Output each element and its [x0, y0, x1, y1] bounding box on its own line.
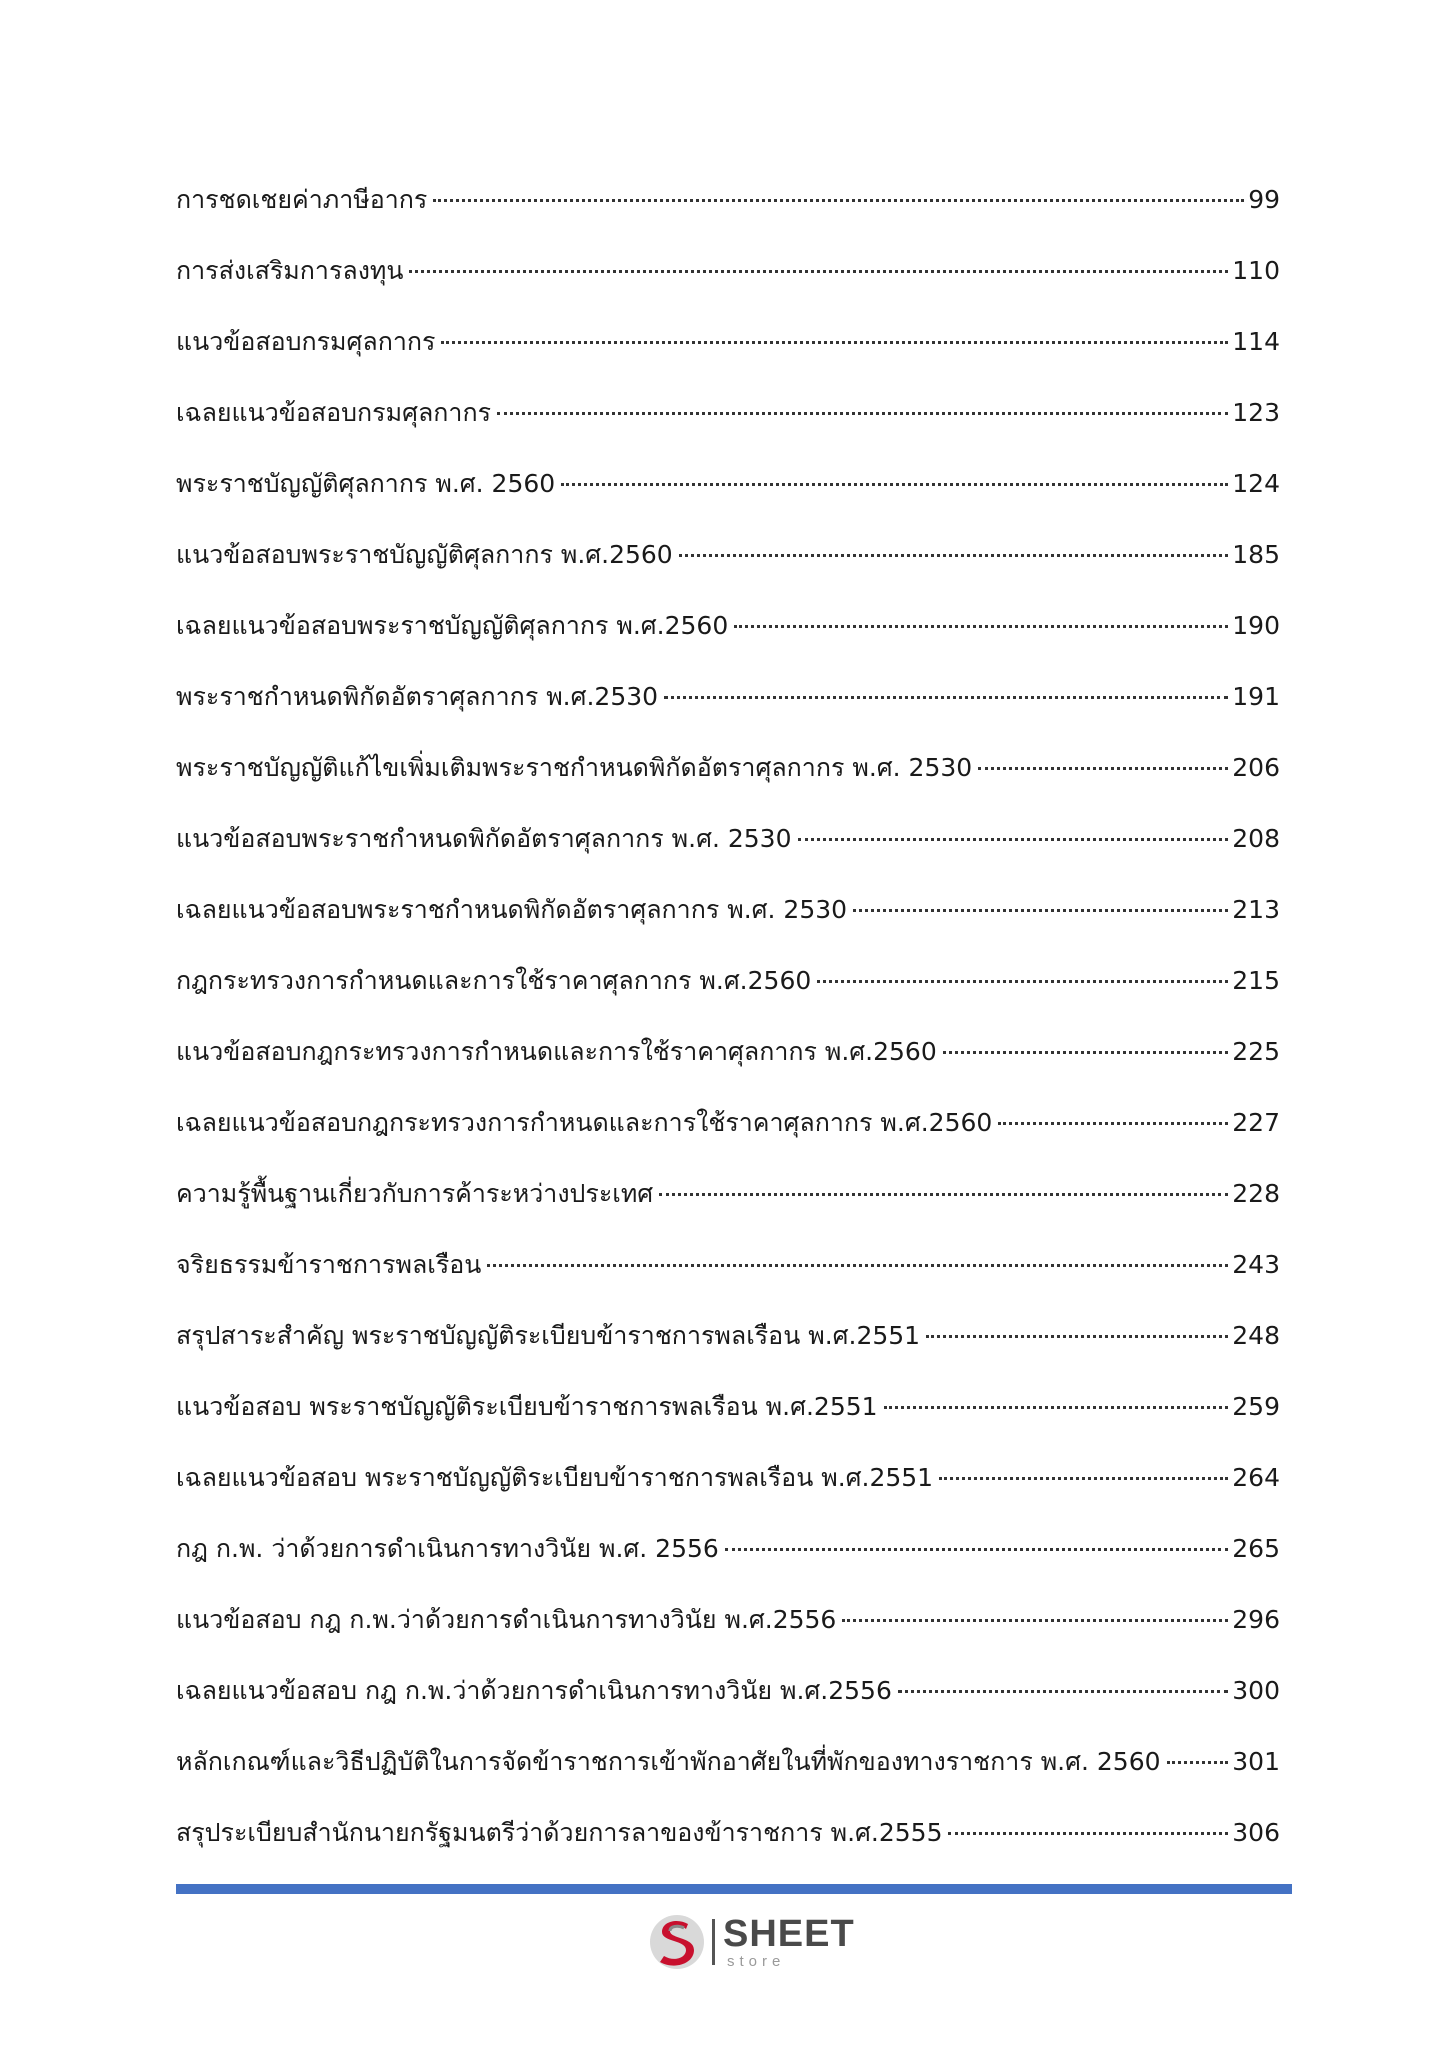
toc-entry: [176, 320, 1280, 391]
toc-entry: [176, 1385, 1280, 1456]
sheet-store-s-icon: [648, 1912, 706, 1972]
toc-dot-leader: [817, 979, 1228, 983]
toc-entry-page: 110: [1232, 256, 1280, 285]
toc-entry-page: 215: [1232, 966, 1280, 995]
toc-entry-title: แนวข้อสอบพระราชกำหนดพิกัดอัตราศุลกากร พ.ศ. 2530: [176, 824, 792, 853]
toc-dot-leader: [884, 1405, 1229, 1409]
toc-entry-page: 265: [1232, 1534, 1280, 1563]
toc-entry-page: 185: [1232, 540, 1280, 569]
toc-entry: [176, 888, 1280, 959]
toc-entry-page: 124: [1232, 469, 1280, 498]
footer-rule: [176, 1884, 1292, 1894]
toc-entry-page: 264: [1232, 1463, 1280, 1492]
toc-entry-page: 243: [1232, 1250, 1280, 1279]
toc-entry: [176, 1314, 1280, 1385]
toc-dot-leader: [725, 1547, 1228, 1551]
toc-dot-leader: [664, 695, 1228, 699]
toc-dot-leader: [998, 1121, 1228, 1125]
toc-entry: [176, 604, 1280, 675]
logo-subtitle: store: [727, 1953, 786, 1970]
toc-entry: [176, 1811, 1280, 1882]
toc-entry: [176, 1669, 1280, 1740]
toc-entry-title: แนวข้อสอบ พระราชบัญญัติระเบียบข้าราชการพลเรือน พ.ศ.2551: [176, 1392, 878, 1421]
toc-entry-title: ความรู้พื้นฐานเกี่ยวกับการค้าระหว่างประเทศ: [176, 1179, 654, 1208]
toc-entry: [176, 1456, 1280, 1527]
toc-entry-title: กฎ ก.พ. ว่าด้วยการดำเนินการทางวินัย พ.ศ. 2556: [176, 1534, 719, 1563]
toc-entry: [176, 817, 1280, 888]
toc-dot-leader: [409, 269, 1228, 273]
toc-entry-title: พระราชกำหนดพิกัดอัตราศุลกากร พ.ศ.2530: [176, 682, 659, 711]
toc-entry-title: พระราชบัญญัติศุลกากร พ.ศ. 2560: [176, 469, 556, 498]
toc-entry-page: 206: [1232, 753, 1280, 782]
toc-entry-page: 259: [1232, 1392, 1280, 1421]
toc-dot-leader: [926, 1334, 1228, 1338]
logo-word: SHEET: [723, 1913, 855, 1955]
toc-dot-leader: [1167, 1760, 1229, 1764]
toc-entry: [176, 391, 1280, 462]
toc-entry: [176, 533, 1280, 604]
toc-entry-title: แนวข้อสอบกฎกระทรวงการกำหนดและการใช้ราคาศุลกากร พ.ศ.2560: [176, 1037, 937, 1066]
toc-entry: [176, 1740, 1280, 1811]
toc-entry-page: 306: [1232, 1818, 1280, 1847]
toc-entry-title: แนวข้อสอบ กฎ ก.พ.ว่าด้วยการดำเนินการทางวินัย พ.ศ.2556: [176, 1605, 837, 1634]
toc-entry: [176, 1243, 1280, 1314]
toc-entry-page: 191: [1232, 682, 1280, 711]
toc-entry-title: เฉลยแนวข้อสอบ พระราชบัญญัติระเบียบข้าราชการพลเรือน พ.ศ.2551: [176, 1463, 934, 1492]
toc-entry-title: การชดเชยค่าภาษีอากร: [176, 185, 428, 214]
logo-text: [723, 1915, 855, 1969]
toc-dot-leader: [734, 624, 1228, 628]
toc-dot-leader: [497, 411, 1228, 415]
toc-dot-leader: [853, 908, 1228, 912]
toc-dot-leader: [798, 837, 1229, 841]
toc-entry-title: เฉลยแนวข้อสอบพระราชบัญญัติศุลกากร พ.ศ.2560: [176, 611, 729, 640]
toc-dot-leader: [561, 482, 1228, 486]
toc-entry: [176, 462, 1280, 533]
toc-entry-page: 114: [1232, 327, 1280, 356]
toc-entry-title: แนวข้อสอบพระราชบัญญัติศุลกากร พ.ศ.2560: [176, 540, 673, 569]
toc-entry-title: สรุประเบียบสำนักนายกรัฐมนตรีว่าด้วยการลาของข้าราชการ พ.ศ.2555: [176, 1818, 943, 1847]
toc-dot-leader: [939, 1476, 1228, 1480]
toc-entry-title: แนวข้อสอบกรมศุลกากร: [176, 327, 436, 356]
logo-separator: [712, 1919, 715, 1965]
toc-entry-page: 190: [1232, 611, 1280, 640]
toc-entry-title: เฉลยแนวข้อสอบ กฎ ก.พ.ว่าด้วยการดำเนินการทางวินัย พ.ศ.2556: [176, 1676, 892, 1705]
toc-entry: [176, 675, 1280, 746]
toc-entry: [176, 1101, 1280, 1172]
toc-entry-page: 99: [1248, 185, 1280, 214]
sheet-store-logo: [648, 1910, 855, 1974]
toc-dot-leader: [978, 766, 1228, 770]
toc-entry-title: เฉลยแนวข้อสอบกฎกระทรวงการกำหนดและการใช้ราคาศุลกากร พ.ศ.2560: [176, 1108, 993, 1137]
toc-entry-title: สรุปสาระสำคัญ พระราชบัญญัติระเบียบข้าราชการพลเรือน พ.ศ.2551: [176, 1321, 921, 1350]
toc-entry-page: 208: [1232, 824, 1280, 853]
toc-entry-page: 123: [1232, 398, 1280, 427]
toc-entry: [176, 959, 1280, 1030]
toc-entry: [176, 178, 1280, 249]
toc-entry-page: 213: [1232, 895, 1280, 924]
toc-dot-leader: [433, 198, 1244, 202]
toc-entry-title: การส่งเสริมการลงทุน: [176, 256, 404, 285]
toc-entry-page: 225: [1232, 1037, 1280, 1066]
toc-entry: [176, 249, 1280, 320]
toc-dot-leader: [898, 1689, 1228, 1693]
toc-entry: [176, 1030, 1280, 1101]
toc-dot-leader: [679, 553, 1229, 557]
toc-entry: [176, 1598, 1280, 1669]
toc-entry-title: หลักเกณฑ์และวิธีปฏิบัติในการจัดข้าราชการเข้าพักอาศัยในที่พักของทางราชการ พ.ศ. 2560: [176, 1747, 1161, 1776]
toc-entry-title: จริยธรรมข้าราชการพลเรือน: [176, 1250, 482, 1279]
toc-entry: [176, 1172, 1280, 1243]
toc-dot-leader: [948, 1831, 1228, 1835]
toc-dot-leader: [487, 1263, 1228, 1267]
toc-dot-leader: [943, 1050, 1229, 1054]
toc-entry-title: กฎกระทรวงการกำหนดและการใช้ราคาศุลกากร พ.ศ.2560: [176, 966, 812, 995]
toc-dot-leader: [441, 340, 1228, 344]
table-of-contents: [176, 178, 1280, 1882]
toc-dot-leader: [659, 1192, 1228, 1196]
toc-entry-title: เฉลยแนวข้อสอบกรมศุลกากร: [176, 398, 492, 427]
toc-entry-page: 301: [1232, 1747, 1280, 1776]
toc-entry-page: 248: [1232, 1321, 1280, 1350]
toc-entry-page: 227: [1232, 1108, 1280, 1137]
toc-dot-leader: [842, 1618, 1228, 1622]
toc-entry-page: 228: [1232, 1179, 1280, 1208]
toc-entry: [176, 1527, 1280, 1598]
toc-entry-title: เฉลยแนวข้อสอบพระราชกำหนดพิกัดอัตราศุลกากร พ.ศ. 2530: [176, 895, 848, 924]
toc-entry-page: 296: [1232, 1605, 1280, 1634]
toc-entry-title: พระราชบัญญัติแก้ไขเพิ่มเติมพระราชกำหนดพิกัดอัตราศุลกากร พ.ศ. 2530: [176, 753, 973, 782]
toc-entry-page: 300: [1232, 1676, 1280, 1705]
toc-entry: [176, 746, 1280, 817]
